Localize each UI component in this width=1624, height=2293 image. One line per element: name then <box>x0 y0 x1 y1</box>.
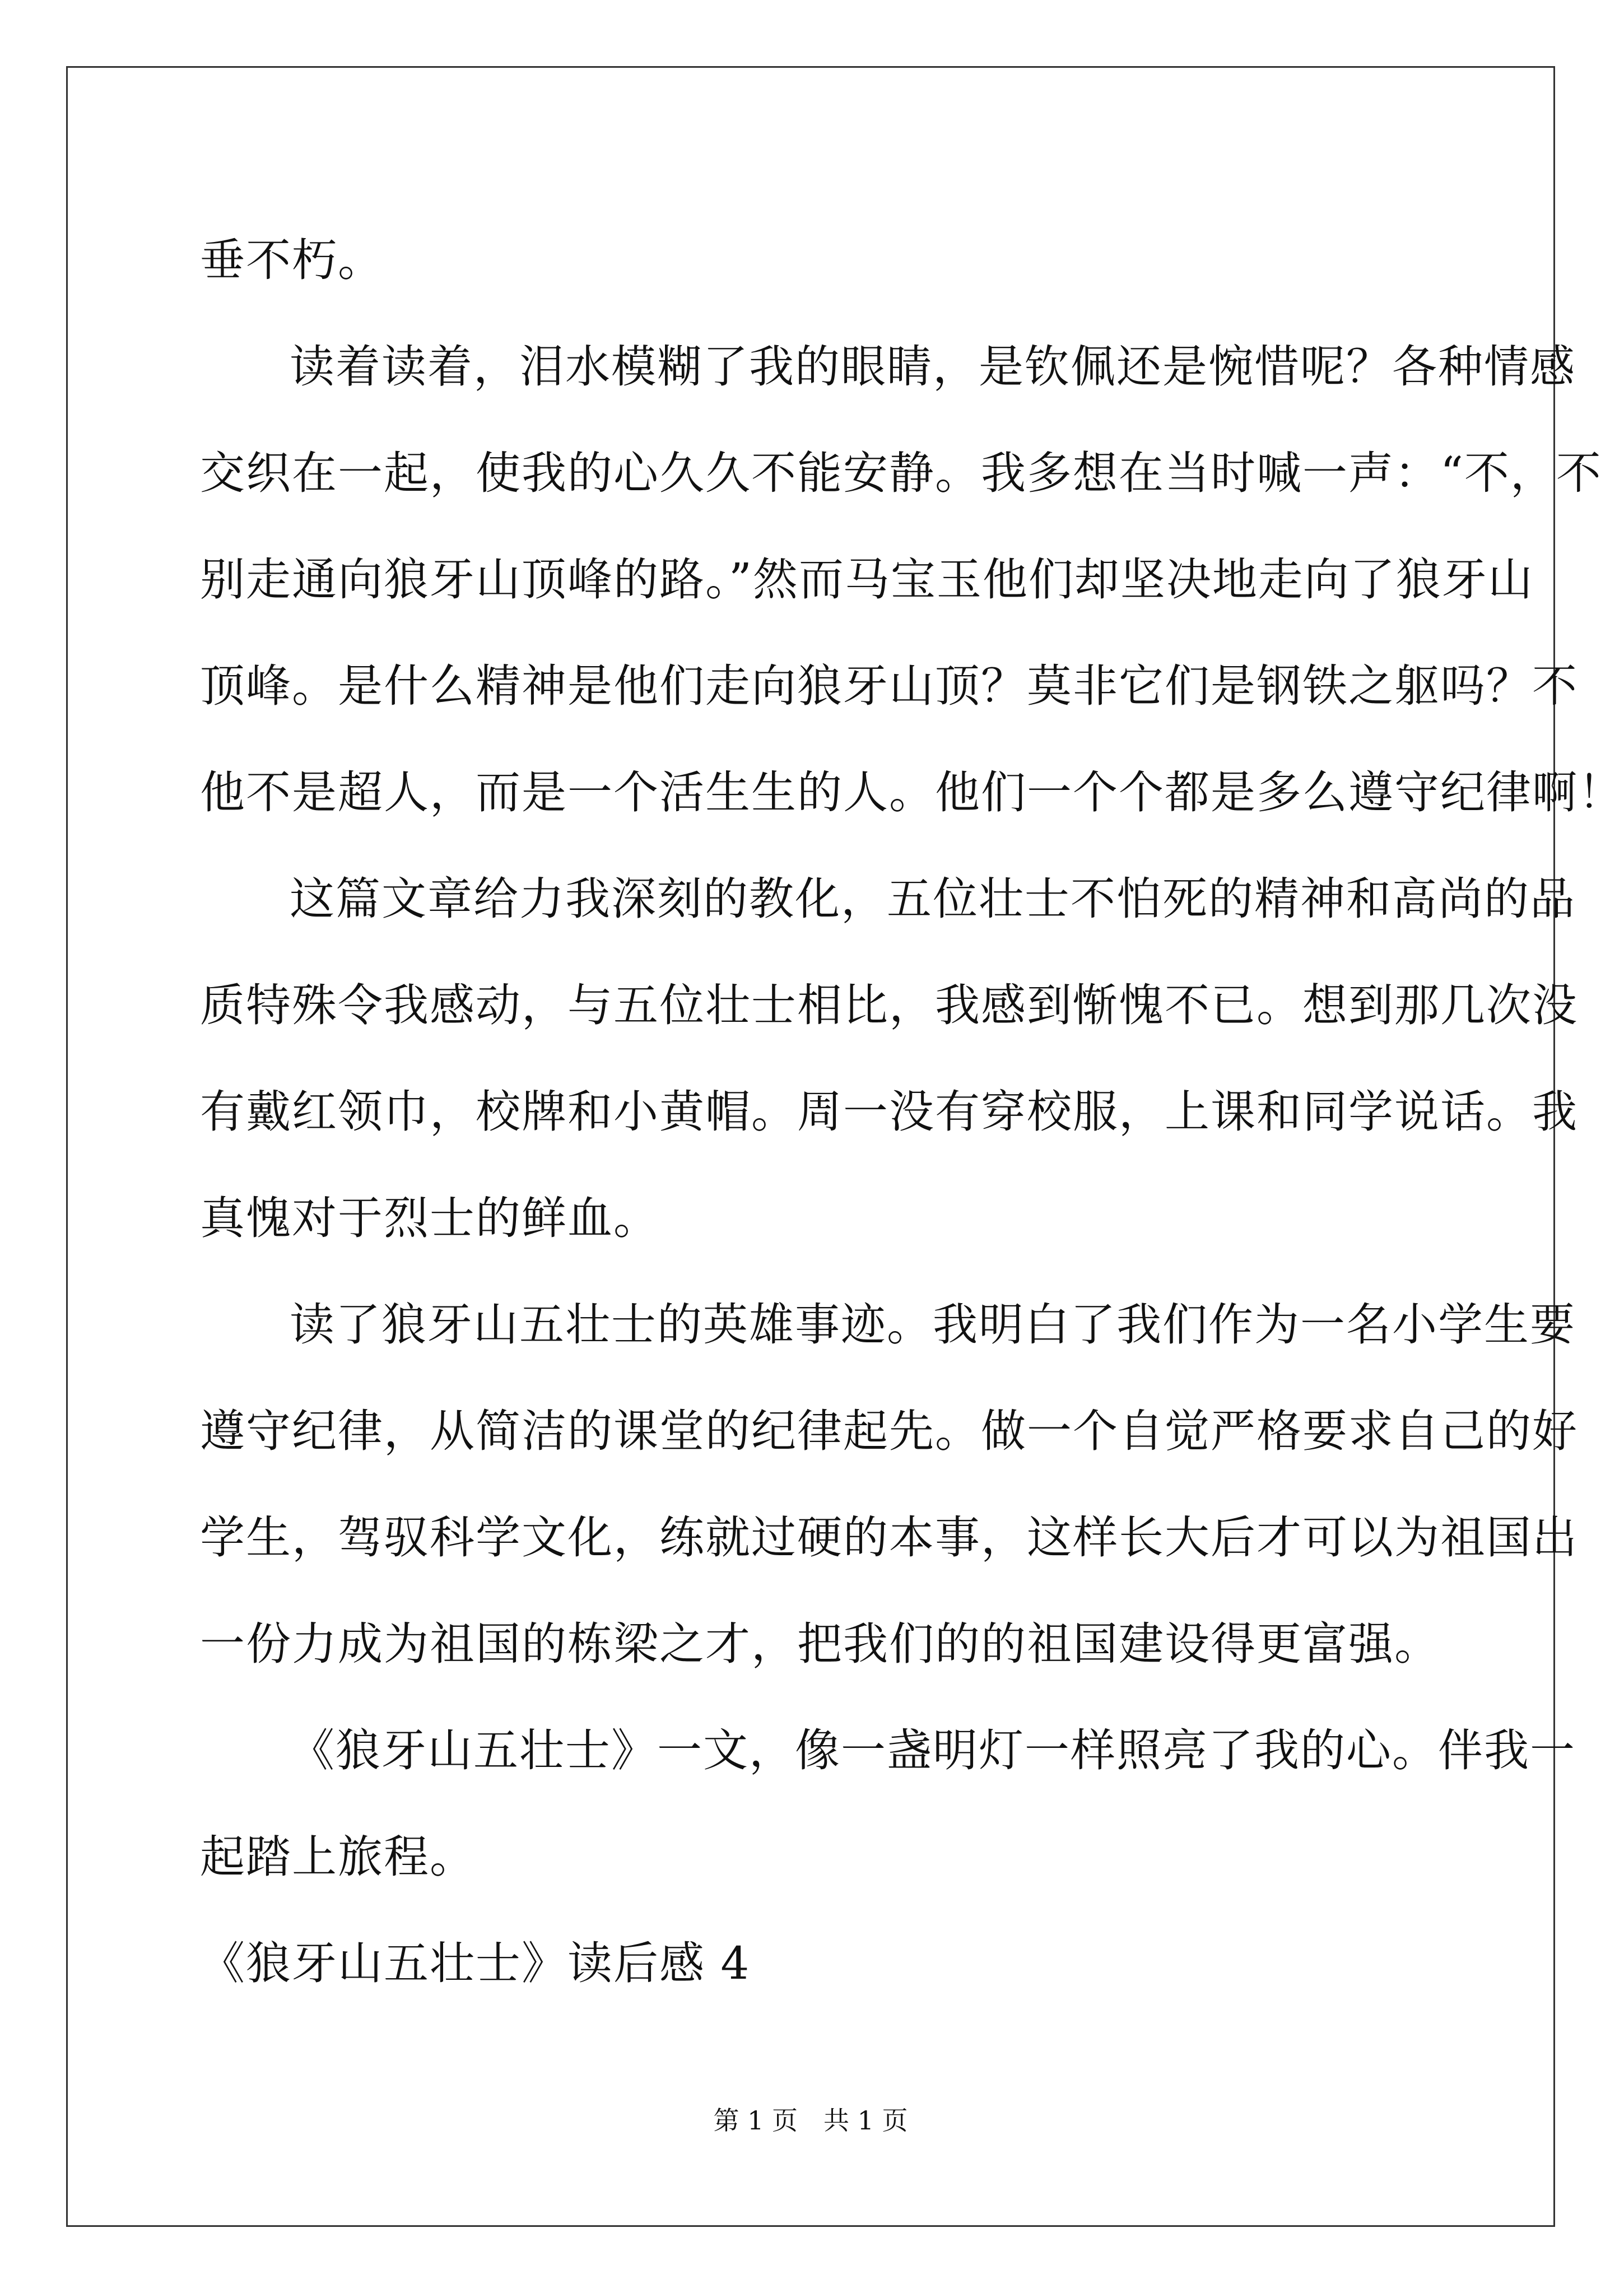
document-body <box>200 207 1624 2017</box>
text-line: 有戴红领巾，校牌和小黄帽。周一没有穿校服，上课和同学说话。我 <box>200 1086 1578 1138</box>
section-heading: 《狼牙山五壮士》读后感 4 <box>200 1937 751 1989</box>
text-line: 这篇文章给力我深刻的教化，五位壮士不怕死的精神和高尚的品 <box>290 873 1576 925</box>
text-line: 质特殊令我感动，与五位壮士相比，我感到惭愧不已。想到那几次没 <box>200 979 1578 1031</box>
text-line: 学生，驾驭科学文化，练就过硬的本事，这样长大后才可以为祖国出 <box>200 1511 1578 1564</box>
text-line: 他不是超人，而是一个活生生的人。他们一个个都是多么遵守纪律啊！ <box>200 766 1624 818</box>
text-line: 一份力成为祖国的栋梁之才，把我们的的祖国建设得更富强。 <box>200 1618 1440 1670</box>
text-line: 起踏上旅程。 <box>200 1831 476 1883</box>
text-line: 顶峰。是什么精神是他们走向狼牙山顶？莫非它们是钢铁之躯吗？不 <box>200 660 1578 712</box>
text-line: 遵守纪律，从简洁的课堂的纪律起先。做一个自觉严格要求自己的好 <box>200 1405 1578 1457</box>
text-line: 交织在一起，使我的心久久不能安静。我多想在当时喊一声：“不，不 <box>200 447 1602 499</box>
page-footer: 第 1 页 共 1 页 <box>713 2105 908 2136</box>
text-line: 垂不朽。 <box>200 234 384 286</box>
text-line: 别走通向狼牙山顶峰的路。”然而马宝玉他们却坚决地走向了狼牙山 <box>200 554 1534 606</box>
text-line: 《狼牙山五壮士》一文，像一盏明灯一样照亮了我的心。伴我一 <box>290 1724 1576 1776</box>
text-line: 读了狼牙山五壮士的英雄事迹。我明白了我们作为一名小学生要 <box>290 1299 1576 1351</box>
text-line: 读着读着，泪水模糊了我的眼睛，是钦佩还是惋惜呢？各种情感 <box>290 341 1576 393</box>
text-line: 真愧对于烈士的鲜血。 <box>200 1192 659 1244</box>
